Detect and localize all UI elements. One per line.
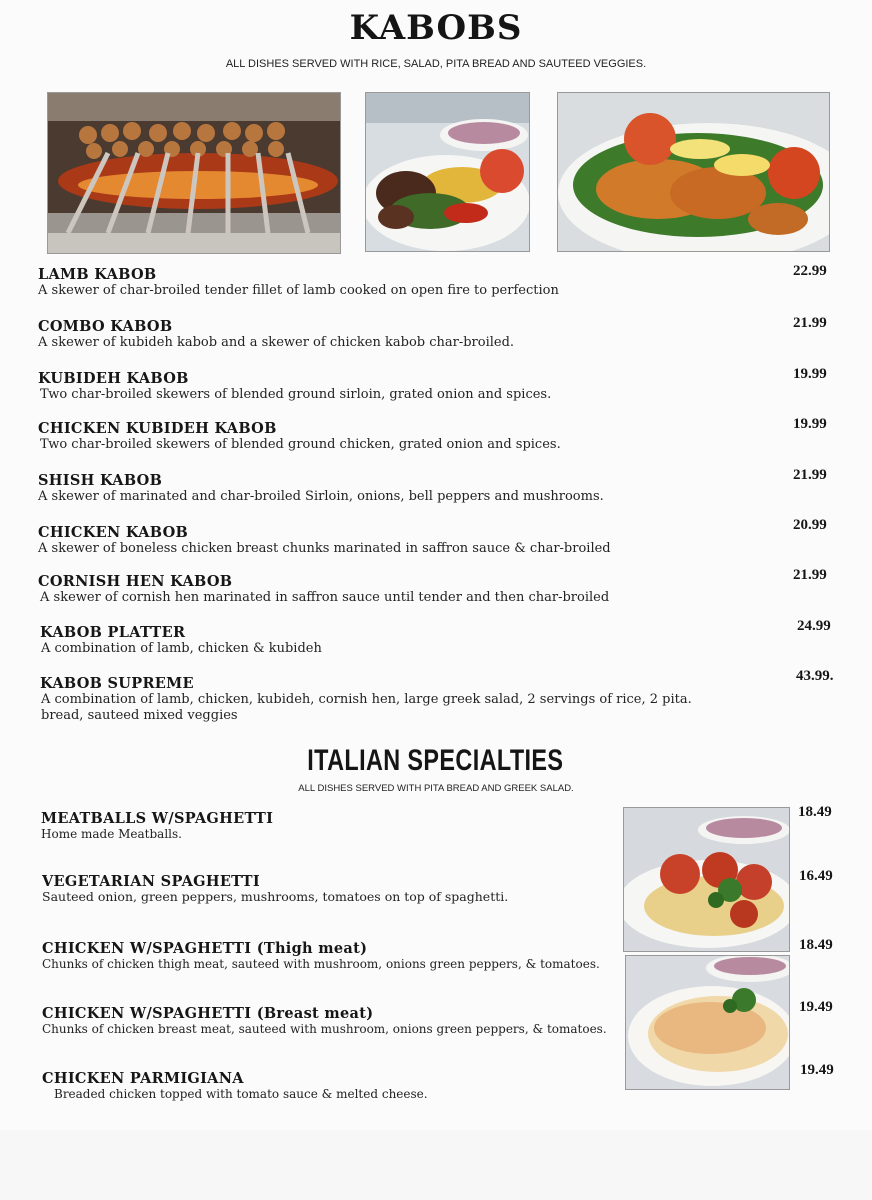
item-name: SHISH KABOB: [38, 472, 163, 489]
item-price: 16.49: [799, 868, 833, 884]
item-price: 21.99: [793, 567, 827, 583]
item-name: CHICKEN W/SPAGHETTI (Breast meat): [42, 1005, 374, 1022]
item-description: A skewer of kubideh kabob and a skewer of chicken kabob char-broiled.: [38, 335, 515, 350]
item-name: CORNISH HEN KABOB: [38, 573, 233, 590]
menu-item-kubideh-kabob: [38, 370, 758, 403]
item-price: 24.99: [797, 618, 831, 634]
menu-item-chicken-spaghetti-thigh: [42, 940, 612, 971]
grill-skewers-photo: [47, 92, 341, 254]
menu-item-kabob-platter: [38, 624, 758, 657]
item-description: A combination of lamb, chicken, kubideh, cornish hen, large greek salad, 2 servings of rice, 2 pita. bread, sauteed mixed veggies: [41, 692, 692, 723]
menu-item-combo-kabob: [38, 318, 758, 351]
section-subtitle-kabobs: ALL DISHES SERVED WITH RICE, SALAD, PITA BREAD AND SAUTEED VEGGIES.: [225, 58, 647, 70]
item-description: Chunks of chicken thigh meat, sauteed with mushroom, onions green peppers, & tomatoes.: [42, 957, 600, 971]
item-description: Breaded chicken topped with tomato sauce & melted cheese.: [54, 1087, 428, 1101]
item-price: 21.99: [793, 467, 827, 483]
item-description: A skewer of boneless chicken breast chunks marinated in saffron sauce & char-broiled: [38, 541, 611, 556]
chicken-kabob-platter-photo: [557, 92, 830, 252]
section-subtitle-italian: ALL DISHES SERVED WITH PITA BREAD AND GREEK SALAD.: [298, 783, 574, 794]
item-price: 19.99: [793, 416, 827, 432]
page-bottom-margin: [0, 1130, 872, 1200]
item-name: COMBO KABOB: [38, 318, 173, 335]
menu-item-chicken-spaghetti-breast: [42, 1005, 612, 1036]
item-description: A combination of lamb, chicken & kubideh: [41, 641, 322, 656]
item-description: A skewer of marinated and char-broiled Sirloin, onions, bell peppers and mushrooms.: [38, 489, 604, 504]
menu-item-kabob-supreme: [38, 675, 718, 724]
menu-item-chicken-kabob: [38, 524, 758, 557]
item-price: 43.99.: [796, 668, 834, 684]
item-name: CHICKEN W/SPAGHETTI (Thigh meat): [42, 940, 368, 957]
item-description: A skewer of char-broiled tender fillet of lamb cooked on open fire to perfection: [38, 283, 559, 298]
item-name: KABOB SUPREME: [40, 675, 194, 692]
item-name: MEATBALLS W/SPAGHETTI: [41, 810, 274, 827]
item-name: LAMB KABOB: [38, 266, 157, 283]
item-description: Two char-broiled skewers of blended ground chicken, grated onion and spices.: [40, 437, 561, 452]
item-price: 19.49: [800, 1062, 834, 1078]
item-name: CHICKEN KABOB: [38, 524, 189, 541]
item-name: VEGETARIAN SPAGHETTI: [42, 873, 260, 890]
item-description: Two char-broiled skewers of blended ground sirloin, grated onion and spices.: [40, 387, 552, 402]
section-title-italian: ITALIAN SPECIALTIES: [307, 744, 564, 777]
item-name: KUBIDEH KABOB: [38, 370, 189, 387]
menu-item-vegetarian-spaghetti: [42, 873, 612, 904]
item-name: CHICKEN PARMIGIANA: [42, 1070, 244, 1087]
menu-item-cornish-hen-kabob: [38, 573, 758, 606]
item-price: 20.99: [793, 517, 827, 533]
item-description: Home made Meatballs.: [41, 827, 182, 841]
chicken-parmigiana-photo: [625, 955, 790, 1090]
menu-item-chicken-kubideh-kabob: [38, 420, 758, 453]
item-price: 19.49: [799, 999, 833, 1015]
kabob-plate-photo: [365, 92, 530, 252]
menu-item-chicken-parmigiana: [42, 1070, 612, 1101]
item-name: KABOB PLATTER: [40, 624, 186, 641]
item-price: 22.99: [793, 263, 827, 279]
menu-item-shish-kabob: [38, 472, 758, 505]
menu-item-lamb-kabob: [38, 266, 758, 299]
meatball-spaghetti-photo: [623, 807, 790, 952]
item-price: 21.99: [793, 315, 827, 331]
item-price: 19.99: [793, 366, 827, 382]
item-description: Chunks of chicken breast meat, sauteed with mushroom, onions green peppers, & tomatoes.: [42, 1022, 607, 1036]
menu-item-meatballs-spaghetti: [41, 810, 611, 841]
section-title-kabobs: KABOBS: [349, 8, 523, 48]
item-price: 18.49: [799, 937, 833, 953]
item-description: A skewer of cornish hen marinated in saffron sauce until tender and then char-broiled: [40, 590, 610, 605]
item-name: CHICKEN KUBIDEH KABOB: [38, 420, 277, 437]
item-price: 18.49: [798, 804, 832, 820]
item-description: Sauteed onion, green peppers, mushrooms, tomatoes on top of spaghetti.: [42, 889, 509, 904]
